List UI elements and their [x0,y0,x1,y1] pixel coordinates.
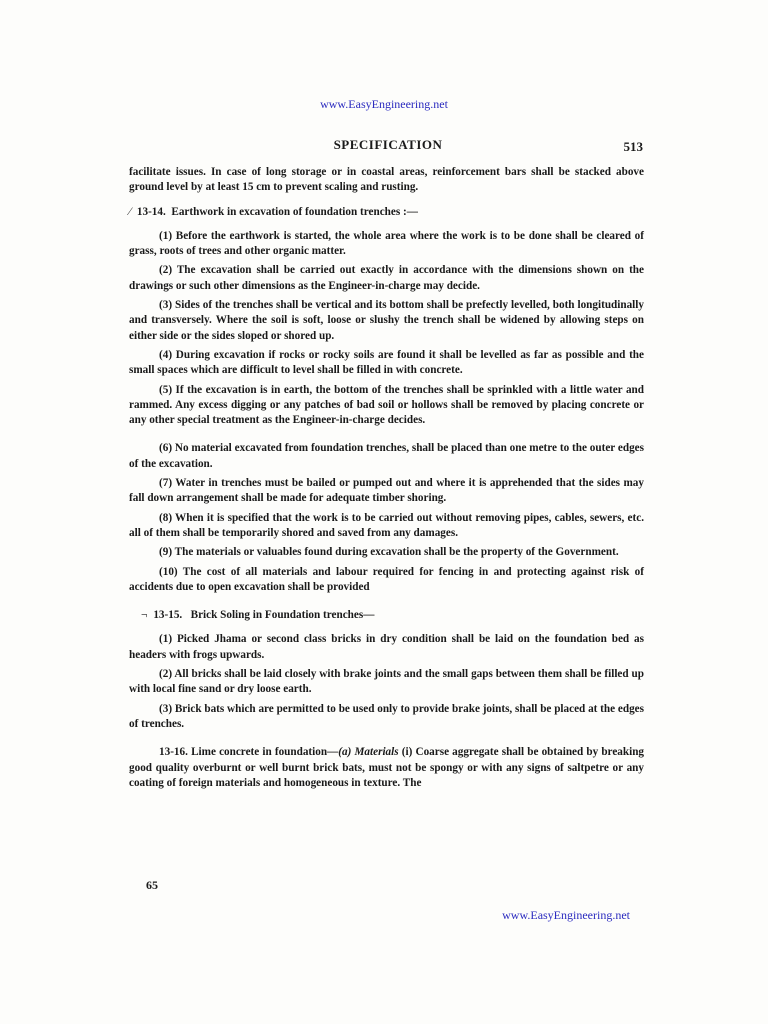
sub-title: Materials [354,746,399,759]
paragraph: (2) The excavation shall be carried out exactly in accordance with the dimensions shown on the drawings or such other dimensions as the Engineer-in-charge may decide. [129,264,644,292]
paragraph: (3) Sides of the trenches shall be vertical and its bottom shall be prefectly levelled, both longitudinally and transversely. Where the soil is soft, loose or slushy the trench shall be widened by allowing steps on either side or the sides sloped or shored up. [129,299,644,342]
paragraph: (5) If the excavation is in earth, the bottom of the trenches shall be sprinkled with a little water and rammed. Any excess digging or any patches of bad soil or hollows shall be removed by placing concrete or any other special treatment as the Engineer-in-charge decides. [129,383,644,427]
paragraph: (10) The cost of all materials and labour required for fencing in and protecting against risk of accidents due to open excavation shall be provided [129,565,644,593]
paragraph: (8) When it is specified that the work is to be carried out without removing pipes, cables, sewers, etc. all of them shall be temporarily shored and saved from any damages. [129,511,644,539]
page-header [133,137,643,157]
footer-number: 65 [146,878,158,892]
paragraph: (3) Brick bats which are permitted to be used only to provide brake joints, shall be placed at the edges of trenches. [129,702,644,730]
watermark-top[interactable]: www.EasyEngineering.net [320,97,448,111]
document-body [129,165,644,791]
section-paragraph-13-16 [129,745,644,791]
paragraph: (2) All bricks shall be laid closely with brake joints and the small gaps between them shall be filled up with local fine sand or dry loose earth. [129,668,644,696]
paragraph: (6) No material excavated from foundation trenches, shall be placed than one metre to the outer edges of the excavation. [129,442,644,470]
section-number: 13-16. [159,746,188,759]
paragraph: (9) The materials or valuables found during excavation shall be the property of the Government. [159,546,619,559]
paragraph: (7) Water in trenches must be bailed or pumped out and where it is apprehended that the sides may fall down arrangement shall be made for adequate timber shoring. [129,477,644,505]
sub-label: (a) [338,746,352,759]
annotation-mark: ¬ [141,609,148,622]
intro-paragraph: facilitate issues. In case of long storage or in coastal areas, reinforcement bars shall be stacked above ground level by at least 15 cm to prevent scaling and rusting. [129,166,644,194]
page-title: SPECIFICATION [333,137,443,152]
section-title: Lime concrete in foundation— [191,746,339,759]
section-title: Earthwork in excavation of foundation trenches :— [171,205,418,218]
section-number: 13-14. [136,205,166,218]
section-text: (i) Coarse aggregate shall be obtained by breaking good quality overburnt or well burnt brick bats, must not be spongy or with any signs of saltpetre or any coating of foreign materials and homogeneous in texture. The [129,746,645,789]
section-title: Brick Soling in Foundation trenches— [190,609,375,622]
annotation-mark: ⁄ [129,205,131,218]
watermark-bottom[interactable]: www.EasyEngineering.net [502,908,630,922]
paragraph: (1) Picked Jhama or second class bricks in dry condition shall be laid on the foundation bed as headers with frogs upwards. [129,633,644,661]
paragraph: (1) Before the earthwork is started, the whole area where the work is to be done shall be cleared of grass, roots of trees and other organic matter. [129,229,644,258]
page-number: 513 [623,139,643,154]
section-number: 13-15. [153,609,183,622]
section-heading-13-14 [129,205,644,220]
section-heading-13-15 [129,608,644,623]
paragraph: (4) During excavation if rocks or rocky soils are found it shall be levelled as far as possible and the small spaces which are difficult to level shall be filled in with concrete. [129,348,644,377]
